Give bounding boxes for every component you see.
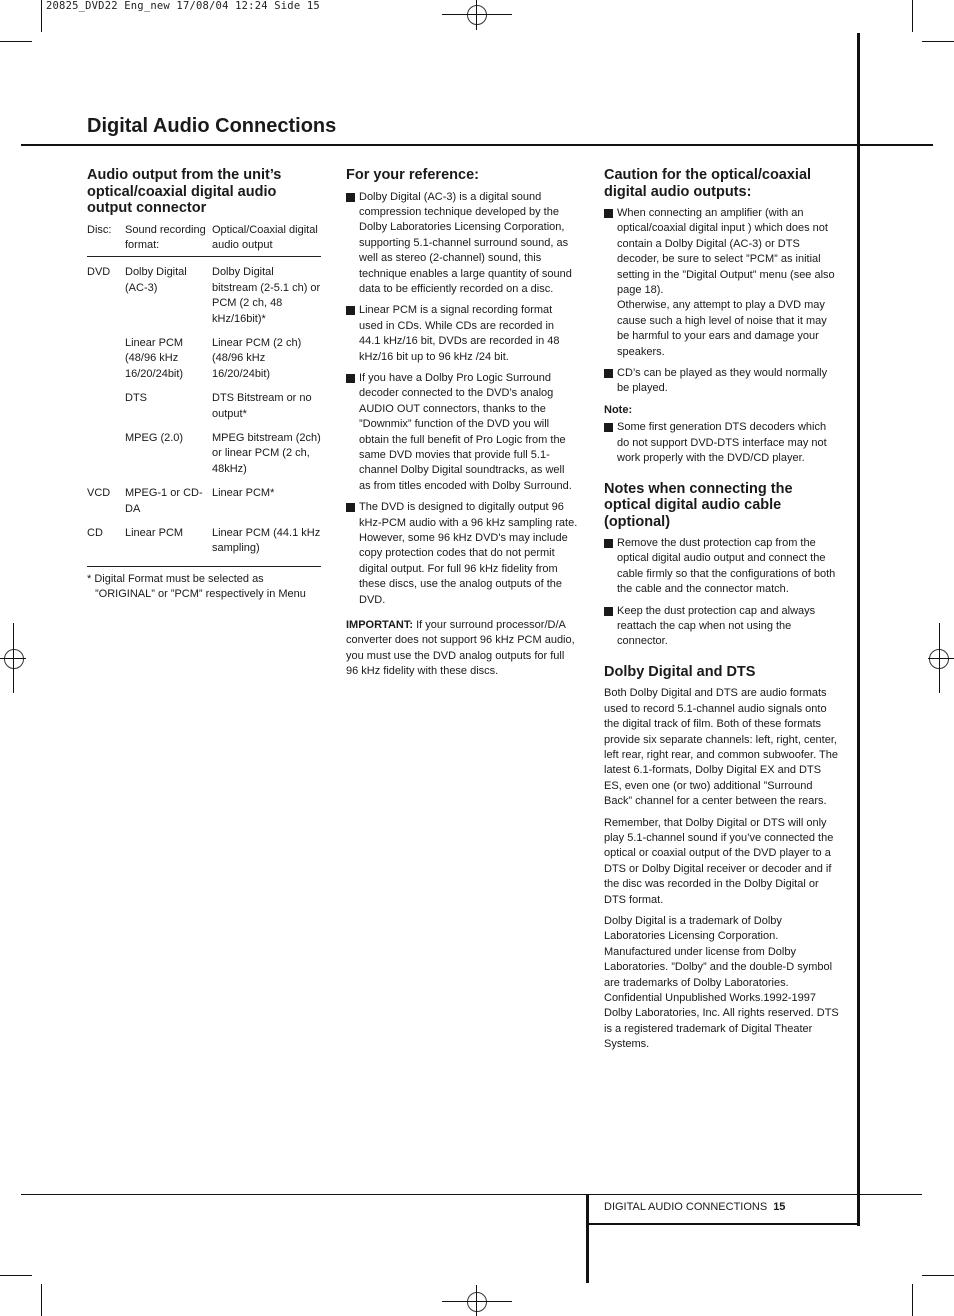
right-margin-bar — [857, 33, 860, 1226]
list-item-text: Keep the dust protection cap and always reattach the cap when not using the connector. — [617, 604, 816, 648]
footer-bar-vertical — [586, 1195, 589, 1283]
list-item — [604, 536, 840, 598]
crop-mark — [912, 1284, 913, 1316]
table-cell: Linear PCM (44.1 kHz sampling) — [212, 526, 321, 566]
table-row — [87, 431, 321, 486]
bullet-square-icon — [346, 306, 355, 315]
table-cell: Linear PCM (2 ch) (48/96 kHz 16/20/24bit) — [212, 336, 302, 380]
bullet-square-icon — [604, 209, 613, 218]
note-label: Note: — [604, 403, 633, 416]
table-row — [87, 257, 321, 336]
bullet-square-icon — [346, 374, 355, 383]
list-item-text: Some first generation DTS decoders which do not support DVD-DTS interface may not work properly with the DVD/CD player. — [617, 421, 827, 465]
list-item — [604, 366, 840, 397]
table-header-cell: Disc: — [87, 223, 125, 257]
table-cell: Linear PCM — [125, 526, 212, 566]
list-item-text: When connecting an amplifier (with an optical/coaxial digital input ) which does not contain a Dolby Digital (AC-3) or DTS decoder, be sure to select ”PCM” as initial setting in the ”Digital Output” menu (see also page 18). — [617, 207, 835, 297]
registration-line — [928, 658, 954, 659]
table-cell: MPEG-1 or CD-DA — [125, 487, 203, 515]
page-number: 15 — [773, 1201, 786, 1213]
list-item — [346, 500, 578, 608]
table-cell: MPEG (2.0) — [125, 431, 184, 444]
table-row — [87, 391, 321, 431]
column-audio-output — [87, 167, 323, 609]
crop-mark — [41, 0, 42, 32]
table-cell: DTS — [125, 392, 147, 405]
table-cell: MPEG bitstream (2ch) or linear PCM (2 ch, 48kHz) — [212, 431, 321, 475]
registration-line — [13, 623, 14, 693]
list-item-text: Otherwise, any attempt to play a DVD may cause such a high level of noise that it may be harmful to your ears and damage your speakers. — [617, 299, 827, 358]
table-cell: CD — [87, 526, 125, 566]
registration-line — [476, 0, 477, 30]
important-text: If your surround processor/D/A converter does not support 96 kHz PCM audio, you must use the DVD analog outputs for full 96 kHz fidelity with these discs. — [346, 619, 575, 678]
column-caution — [604, 167, 840, 1059]
list-item-text: If you have a Dolby Pro Logic Surround decoder connected to the DVD’s analog AUDIO OUT connectors, thanks to the ”Downmix” function of the DVD you will obtain the full benefit of Pro Logic from the same DVD movies that provide full 5.1-channel Dolby Digital soundtracks, as well as from titles encoded with Dolby Surround. — [359, 371, 572, 492]
footer-rule — [21, 1194, 922, 1195]
table-header-row — [87, 223, 321, 257]
crop-mark — [922, 41, 954, 42]
list-item — [604, 206, 840, 360]
list-item-text: Dolby Digital (AC-3) is a digital sound compression technique developed by the Dolby Laboratories Licensing Corporation, supporting 5.1-channel surround sound, as well as stereo (2-channel) sound, this technique enables a large quantity of sound data to be efficiently recorded on a disc. — [359, 190, 572, 295]
crop-mark — [912, 0, 913, 32]
footer-section-label: DIGITAL AUDIO CONNECTIONS — [604, 1201, 768, 1213]
caution-heading: Caution for the optical/coaxial digital audio outputs: — [604, 167, 812, 200]
crop-mark — [922, 1275, 954, 1276]
table-header-cell: Optical/Coaxial digital audio output — [212, 223, 321, 257]
registration-line — [476, 1285, 477, 1316]
bullet-square-icon — [346, 503, 355, 512]
page-title: Digital Audio Connections — [87, 115, 337, 137]
table-cell — [87, 391, 125, 431]
bullet-square-icon — [604, 369, 613, 378]
crop-mark — [41, 1284, 42, 1316]
notes-heading: Notes when connecting the optical digital audio cable (optional) — [604, 480, 793, 530]
table-cell — [87, 431, 125, 486]
table-row — [87, 336, 321, 391]
table-row — [87, 486, 321, 526]
important-label: IMPORTANT: — [346, 619, 414, 632]
table-footnote: * Digital Format must be selected as ”ORIGINAL” or ”PCM” respectively in Menu — [87, 572, 306, 601]
dolby-paragraph: Remember, that Dolby Digital or DTS will only play 5.1-channel sound if you’ve connected the optical or coaxial output of the DVD player to a DTS or Dolby Digital receiver or decoder and if the disc was recorded in the Dolby Digital or DTS format. — [604, 816, 834, 906]
list-item-text: Linear PCM is a signal recording format used in CDs. While CDs are recorded in 44.1 kHz/16 bit, DVDs are recorded in 48 kHz/16 bit up to 96 kHz /24 bit. — [359, 304, 560, 363]
reference-heading: For your reference: — [346, 167, 479, 183]
registration-mark — [467, 1292, 487, 1312]
header-rule — [21, 144, 933, 146]
list-item-text: The DVD is designed to digitally output 96 kHz-PCM audio with a 96 kHz sampling rate. However, some 96 kHz DVD's may include copy protection codes that do not permit digital output. For full 96 kHz fidelity from these discs, use the analog outputs of the DVD. — [359, 501, 578, 606]
important-note — [346, 618, 578, 680]
bullet-square-icon — [604, 607, 613, 616]
registration-line — [939, 623, 940, 693]
print-slug: 20825_DVD22 Eng_new 17/08/04 12:24 Side 15 — [46, 0, 320, 12]
bullet-square-icon — [346, 193, 355, 202]
list-item — [346, 190, 578, 298]
registration-mark — [4, 649, 24, 669]
crop-mark — [0, 1275, 32, 1276]
footer-bar-horizontal — [586, 1223, 860, 1225]
table-header-cell: Sound recording format: — [125, 223, 212, 257]
format-table — [87, 223, 321, 567]
list-item — [604, 604, 840, 650]
crop-mark — [0, 41, 32, 42]
table-cell: Linear PCM* — [212, 487, 275, 500]
audio-output-heading: Audio output from the unit’s optical/coaxial digital audio output connector — [87, 167, 282, 216]
table-row — [87, 526, 321, 566]
page-footer — [604, 1201, 785, 1213]
table-cell: Dolby Digital (AC-3) — [125, 266, 187, 294]
dolby-paragraph: Both Dolby Digital and DTS are audio formats used to record 5.1-channel audio signals onto the digital track of film. Both of these formats provide six separate channels: left, right, center, left rear, right rear, and common subwoofer. The latest 6.1-formats, Dolby Digital EX and DTS ES, even one (or two) additional ”Surround Back” channel for a center between the rears. — [604, 687, 838, 808]
registration-line — [442, 1301, 512, 1302]
list-item — [346, 303, 578, 365]
list-item — [346, 371, 578, 494]
table-cell: VCD — [87, 487, 111, 500]
dolby-paragraph: Dolby Digital is a trademark of Dolby Laboratories Licensing Corporation. Manufactured under license from Dolby Laboratories. ”Dolby” and the double-D symbol are trademarks of Dolby Laboratories. Confidential Unpublished Works.1992-1997 Dolby Laboratories, Inc. All rights reserved. DTS is a registered trademark of Digital Theater Systems. — [604, 915, 839, 1051]
list-item-text: Remove the dust protection cap from the optical digital audio output and connect the cable firmly so that the configurations of both the cable and the connector match. — [617, 537, 836, 596]
table-cell: Dolby Digital bitstream (2-5.1 ch) or PCM (2 ch, 48 kHz/16bit)* — [212, 266, 321, 325]
list-item-text: CD’s can be played as they would normally be played. — [617, 367, 828, 395]
list-item — [604, 420, 840, 466]
column-reference — [346, 167, 578, 686]
dolby-heading: Dolby Digital and DTS — [604, 663, 756, 680]
table-cell — [87, 336, 125, 391]
bullet-square-icon — [604, 423, 613, 432]
table-cell: DVD — [87, 266, 111, 279]
table-cell: DTS Bitstream or no output* — [212, 392, 312, 420]
registration-mark — [467, 5, 487, 25]
table-cell: Linear PCM (48/96 kHz 16/20/24bit) — [125, 336, 184, 380]
bullet-square-icon — [604, 539, 613, 548]
registration-line — [442, 14, 512, 15]
